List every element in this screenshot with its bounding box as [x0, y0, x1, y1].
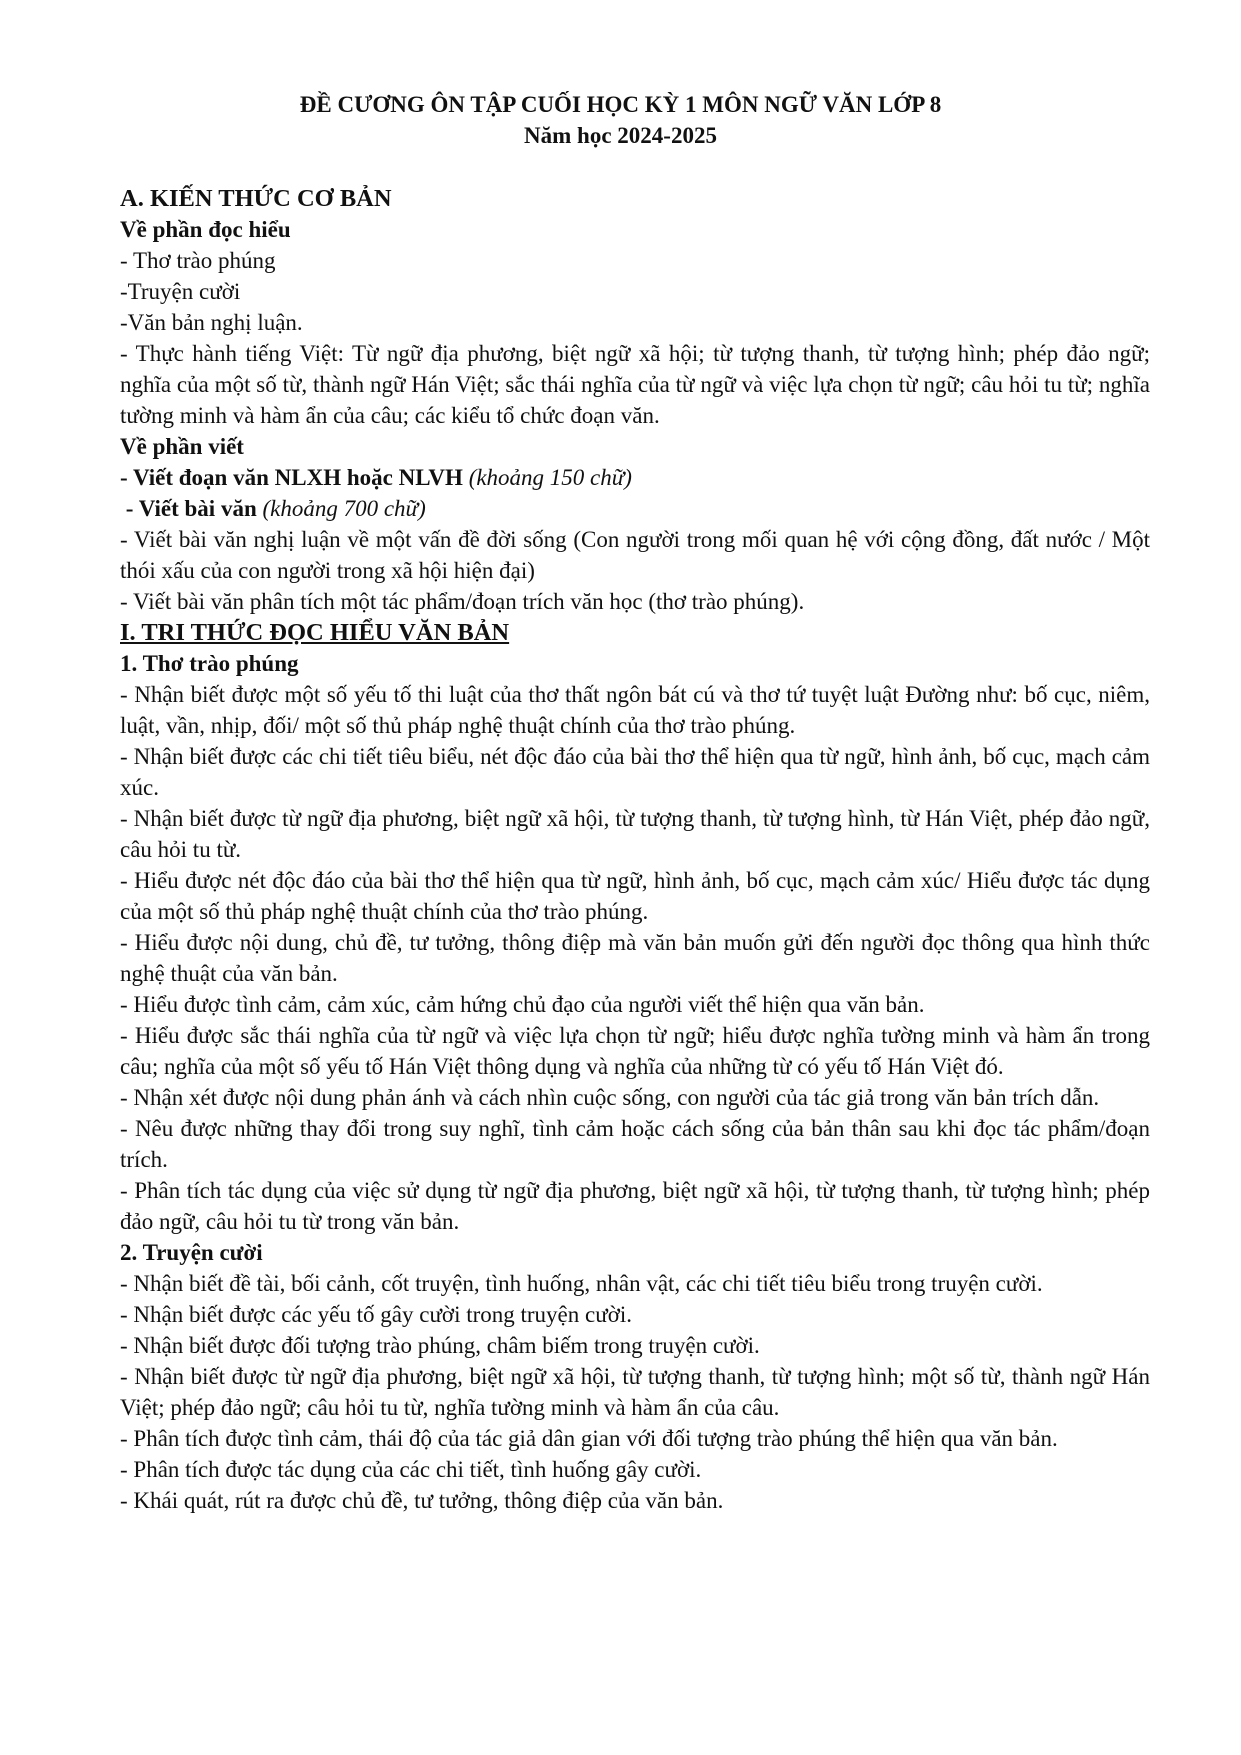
poetry-item: - Nhận xét được nội dung phản ánh và cách nhìn cuộc sống, con người của tác giả trong văn bản trích dẫn.	[120, 1085, 1100, 1110]
writing-paragraph-task	[120, 462, 1150, 493]
reading-heading: Về phần đọc hiểu	[120, 217, 291, 242]
writing-paragraph-length: (khoảng 150 chữ)	[462, 465, 632, 490]
writing-essay-task	[120, 493, 1150, 524]
section-a-heading: A. KIẾN THỨC CƠ BẢN	[120, 185, 392, 212]
poetry-item: - Hiểu được tình cảm, cảm xúc, cảm hứng chủ đạo của người viết thể hiện qua văn bản.	[120, 992, 925, 1017]
document-body	[120, 183, 1150, 1516]
document-title: ĐỀ CƯƠNG ÔN TẬP CUỐI HỌC KỲ 1 MÔN NGỮ VĂN LỚP 8	[299, 92, 942, 117]
story-item: - Nhận biết được từ ngữ địa phương, biệt ngữ xã hội, từ tượng thanh, từ tượng hình; một số từ, thành ngữ Hán Việt; phép đảo ngữ; câu hỏi tu từ, nghĩa tường minh và hàm ẩn của câu.	[120, 1364, 1150, 1420]
story-item: - Nhận biết được đối tượng trào phúng, châm biếm trong truyện cười.	[120, 1333, 760, 1358]
reading-item: -Truyện cười	[120, 279, 241, 304]
poetry-item: - Nhận biết được một số yếu tố thi luật của thơ thất ngôn bát cú và thơ tứ tuyệt luật Đường như: bố cục, niêm, luật, vần, nhịp, đối/ một số thủ pháp nghệ thuật chính của thơ trào phúng.	[120, 682, 1150, 738]
writing-essay-label: - Viết bài văn	[120, 496, 257, 521]
reading-item: -Văn bản nghị luận.	[120, 310, 303, 335]
writing-essay-length: (khoảng 700 chữ)	[256, 496, 426, 521]
school-year: Năm học 2024-2025	[524, 123, 717, 148]
reading-item: - Thơ trào phúng	[120, 248, 276, 273]
writing-item: - Viết bài văn phân tích một tác phẩm/đoạn trích văn học (thơ trào phúng).	[120, 589, 805, 614]
poetry-item: - Nhận biết được các chi tiết tiêu biểu, nét độc đáo của bài thơ thể hiện qua từ ngữ, hình ảnh, bố cục, mạch cảm xúc.	[120, 744, 1150, 800]
humor-story-heading: 2. Truyện cười	[120, 1240, 263, 1265]
story-item: - Phân tích được tác dụng của các chi tiết, tình huống gây cười.	[120, 1457, 702, 1482]
story-item: - Khái quát, rút ra được chủ đề, tư tưởng, thông điệp của văn bản.	[120, 1488, 724, 1513]
reading-item: - Thực hành tiếng Việt: Từ ngữ địa phương, biệt ngữ xã hội; từ tượng thanh, từ tượng hình; phép đảo ngữ; nghĩa của một số từ, thành ngữ Hán Việt; sắc thái nghĩa của từ ngữ và việc lựa chọn từ ngữ; câu hỏi tu từ; nghĩa tường minh và hàm ẩn của câu; các kiểu tổ chức đoạn văn.	[120, 341, 1150, 428]
poetry-item: - Nhận biết được từ ngữ địa phương, biệt ngữ xã hội, từ tượng thanh, từ tượng hình, từ Hán Việt, phép đảo ngữ, câu hỏi tu từ.	[120, 806, 1150, 862]
writing-item: - Viết bài văn nghị luận về một vấn đề đời sống (Con người trong mối quan hệ với cộng đồng, đất nước / Một thói xấu của con người trong xã hội hiện đại)	[120, 527, 1150, 583]
writing-heading: Về phần viết	[120, 434, 244, 459]
poetry-item: - Hiểu được nét độc đáo của bài thơ thể hiện qua từ ngữ, hình ảnh, bố cục, mạch cảm xúc/ Hiểu được tác dụng của một số thủ pháp nghệ thuật chính của thơ trào phúng.	[120, 868, 1150, 924]
story-item: - Nhận biết được các yếu tố gây cười trong truyện cười.	[120, 1302, 632, 1327]
story-item: - Nhận biết đề tài, bối cảnh, cốt truyện, tình huống, nhân vật, các chi tiết tiêu biểu trong truyện cười.	[120, 1271, 1043, 1296]
poetry-item: - Nêu được những thay đổi trong suy nghĩ, tình cảm hoặc cách sống của bản thân sau khi đọc tác phẩm/đoạn trích.	[120, 1116, 1150, 1172]
poetry-item: - Phân tích tác dụng của việc sử dụng từ ngữ địa phương, biệt ngữ xã hội, từ tượng thanh, từ tượng hình; phép đảo ngữ, câu hỏi tu từ trong văn bản.	[120, 1178, 1150, 1234]
story-item: - Phân tích được tình cảm, thái độ của tác giả dân gian với đối tượng trào phúng thể hiện qua văn bản.	[120, 1426, 1058, 1451]
writing-paragraph-label: - Viết đoạn văn NLXH hoặc NLVH	[120, 465, 463, 490]
satirical-poetry-heading: 1. Thơ trào phúng	[120, 651, 299, 676]
section-i-heading: I. TRI THỨC ĐỌC HIỂU VĂN BẢN	[120, 619, 510, 646]
poetry-item: - Hiểu được nội dung, chủ đề, tư tưởng, thông điệp mà văn bản muốn gửi đến người đọc thông qua hình thức nghệ thuật của văn bản.	[120, 930, 1150, 986]
poetry-item: - Hiểu được sắc thái nghĩa của từ ngữ và việc lựa chọn từ ngữ; hiểu được nghĩa tường minh và hàm ẩn trong câu; nghĩa của một số yếu tố Hán Việt thông dụng và nghĩa của những từ có yếu tố Hán Việt đó.	[120, 1023, 1150, 1079]
